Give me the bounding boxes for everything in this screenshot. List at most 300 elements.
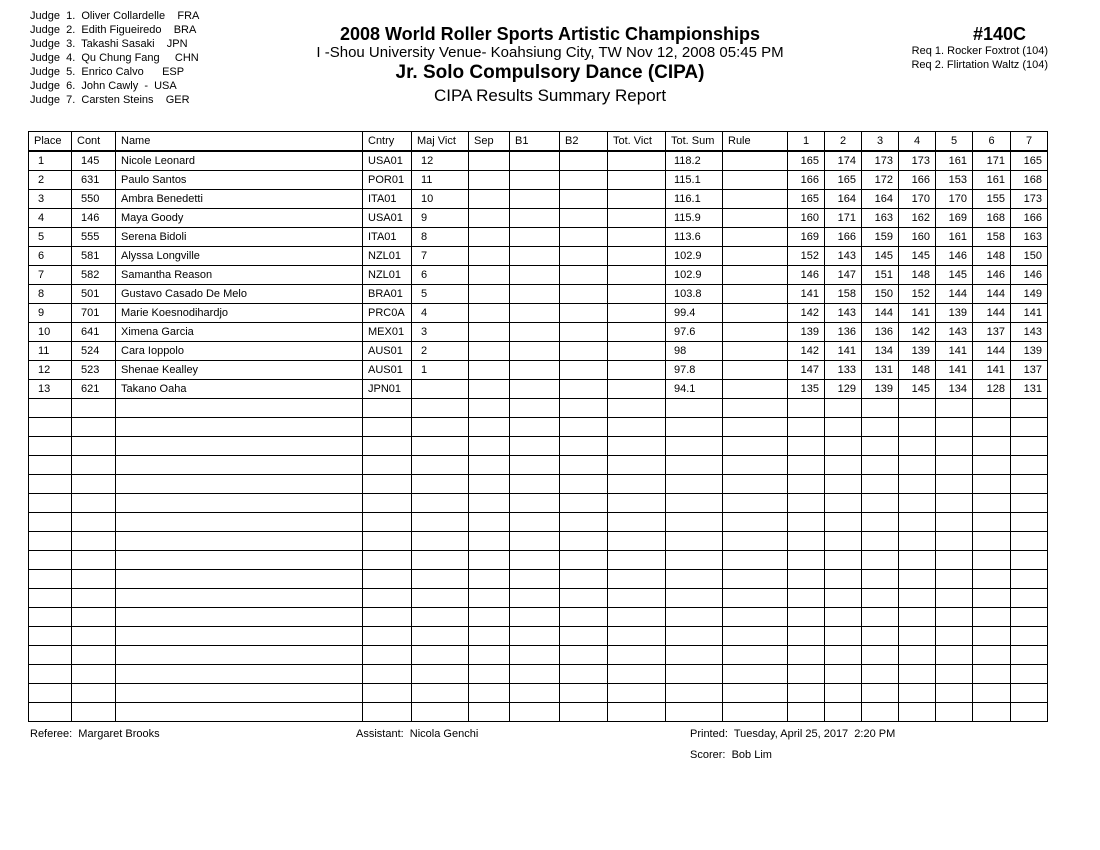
assistant: Assistant: Nicola Genchi (356, 728, 479, 740)
table-cell: 161 (936, 151, 973, 171)
table-cell (116, 418, 363, 437)
table-cell (788, 570, 825, 589)
table-cell: 99.4 (666, 304, 723, 323)
championship-title: 2008 World Roller Sports Artistic Championships (339, 24, 761, 44)
table-cell: 169 (788, 228, 825, 247)
table-cell (1011, 665, 1048, 684)
table-cell: 149 (1011, 285, 1048, 304)
judge-line: Judge 2. Edith Figueiredo BRA (30, 24, 197, 36)
table-cell: 621 (72, 380, 116, 399)
table-cell (608, 456, 666, 475)
table-cell: 162 (899, 209, 936, 228)
table-cell (72, 513, 116, 532)
table-cell (973, 627, 1011, 646)
table-cell (72, 703, 116, 722)
table-cell: 142 (788, 304, 825, 323)
table-cell: Serena Bidoli (116, 228, 363, 247)
table-cell (29, 513, 72, 532)
table-cell: 3 (412, 323, 469, 342)
table-cell: 524 (72, 342, 116, 361)
table-cell (1011, 589, 1048, 608)
table-cell (936, 437, 973, 456)
table-cell (29, 703, 72, 722)
table-cell: 11 (412, 171, 469, 190)
table-cell (412, 665, 469, 684)
table-cell (363, 608, 412, 627)
table-cell (72, 627, 116, 646)
table-cell (510, 513, 560, 532)
table-cell (412, 494, 469, 513)
table-cell (1011, 475, 1048, 494)
table-cell: 5 (29, 228, 72, 247)
table-cell (723, 437, 788, 456)
table-cell (116, 646, 363, 665)
table-cell (899, 684, 936, 703)
table-cell (29, 570, 72, 589)
table-cell (862, 589, 899, 608)
table-row (29, 171, 1048, 190)
table-cell (608, 589, 666, 608)
table-cell: 146 (936, 247, 973, 266)
table-cell (723, 171, 788, 190)
table-cell (936, 665, 973, 684)
column-header: 5 (936, 132, 973, 152)
table-row (29, 151, 1048, 171)
table-cell (825, 684, 862, 703)
table-cell (788, 703, 825, 722)
table-cell (936, 570, 973, 589)
table-cell: AUS01 (363, 361, 412, 380)
table-cell (666, 608, 723, 627)
judge-line: Judge 4. Qu Chung Fang CHN (30, 52, 199, 64)
table-row (29, 627, 1048, 646)
table-cell: 166 (825, 228, 862, 247)
table-cell (469, 589, 510, 608)
table-cell (560, 570, 608, 589)
table-cell: 148 (973, 247, 1011, 266)
table-cell (560, 684, 608, 703)
table-cell: Samantha Reason (116, 266, 363, 285)
table-cell (560, 532, 608, 551)
table-cell (72, 684, 116, 703)
table-cell (72, 665, 116, 684)
table-row (29, 304, 1048, 323)
table-cell (608, 684, 666, 703)
table-cell (72, 456, 116, 475)
table-cell: 2 (29, 171, 72, 190)
table-cell (1011, 551, 1048, 570)
table-cell: 161 (973, 171, 1011, 190)
table-cell: 165 (788, 151, 825, 171)
table-cell (510, 627, 560, 646)
table-cell (363, 418, 412, 437)
table-cell (29, 399, 72, 418)
table-cell (788, 513, 825, 532)
table-cell (469, 437, 510, 456)
column-header: B1 (510, 132, 560, 152)
table-cell (560, 190, 608, 209)
table-cell (973, 494, 1011, 513)
table-cell (116, 475, 363, 494)
table-cell (936, 513, 973, 532)
table-cell (1011, 399, 1048, 418)
table-cell: 145 (72, 151, 116, 171)
table-cell (899, 551, 936, 570)
table-cell (723, 551, 788, 570)
table-cell (788, 608, 825, 627)
table-cell (723, 532, 788, 551)
table-cell: Marie Koesnodihardjo (116, 304, 363, 323)
table-cell (412, 627, 469, 646)
column-header: Rule (723, 132, 788, 152)
table-row (29, 342, 1048, 361)
table-cell (723, 418, 788, 437)
table-cell (29, 418, 72, 437)
table-cell (723, 228, 788, 247)
judge-line: Judge 5. Enrico Calvo ESP (30, 66, 185, 78)
table-cell: 582 (72, 266, 116, 285)
table-cell: 141 (936, 342, 973, 361)
table-cell: 141 (788, 285, 825, 304)
table-cell (666, 418, 723, 437)
table-cell (510, 285, 560, 304)
report-title: CIPA Results Summary Report (433, 86, 667, 105)
judge-line: Judge 6. John Cawly - USA (30, 80, 177, 92)
table-cell (363, 513, 412, 532)
table-cell (788, 494, 825, 513)
table-cell: 139 (936, 304, 973, 323)
table-cell (666, 570, 723, 589)
table-row (29, 456, 1048, 475)
table-row (29, 190, 1048, 209)
printed-date: Printed: Tuesday, April 25, 2017 2:20 PM (690, 728, 896, 740)
table-cell (72, 608, 116, 627)
table-cell: 134 (936, 380, 973, 399)
table-cell: 144 (973, 342, 1011, 361)
requirement-line: Req 2. Flirtation Waltz (104) (911, 59, 1048, 71)
table-cell: 118.2 (666, 151, 723, 171)
table-cell (899, 532, 936, 551)
table-cell (666, 494, 723, 513)
table-cell (862, 418, 899, 437)
table-cell (825, 437, 862, 456)
table-cell (936, 475, 973, 494)
table-cell (1011, 627, 1048, 646)
table-cell (116, 684, 363, 703)
table-cell (363, 437, 412, 456)
table-cell: 4 (29, 209, 72, 228)
table-cell: 115.1 (666, 171, 723, 190)
table-cell (862, 551, 899, 570)
table-cell (510, 456, 560, 475)
table-cell (862, 608, 899, 627)
table-cell: 131 (1011, 380, 1048, 399)
table-cell (29, 551, 72, 570)
table-cell (510, 589, 560, 608)
table-cell: 139 (1011, 342, 1048, 361)
table-cell (723, 399, 788, 418)
table-cell (608, 323, 666, 342)
table-row (29, 418, 1048, 437)
table-cell: Cara Ioppolo (116, 342, 363, 361)
table-cell: 143 (825, 247, 862, 266)
table-cell: 581 (72, 247, 116, 266)
table-cell (666, 684, 723, 703)
table-cell: 163 (1011, 228, 1048, 247)
table-cell: 7 (29, 266, 72, 285)
table-cell (825, 589, 862, 608)
table-cell: 145 (862, 247, 899, 266)
table-row (29, 266, 1048, 285)
table-cell (469, 665, 510, 684)
table-cell (862, 456, 899, 475)
table-cell (510, 608, 560, 627)
table-cell: 141 (825, 342, 862, 361)
table-cell (973, 399, 1011, 418)
table-cell: 501 (72, 285, 116, 304)
table-cell (29, 437, 72, 456)
table-cell (608, 380, 666, 399)
table-cell (788, 627, 825, 646)
table-cell (723, 627, 788, 646)
table-cell (560, 646, 608, 665)
table-cell: Ximena Garcia (116, 323, 363, 342)
table-cell: 144 (936, 285, 973, 304)
table-cell (560, 323, 608, 342)
table-cell (862, 513, 899, 532)
table-cell (116, 437, 363, 456)
table-cell (469, 342, 510, 361)
table-cell (608, 151, 666, 171)
table-cell (936, 627, 973, 646)
table-cell (510, 209, 560, 228)
table-cell (1011, 646, 1048, 665)
column-header: Place (29, 132, 72, 152)
table-cell (666, 627, 723, 646)
table-cell (412, 475, 469, 494)
table-cell: 164 (825, 190, 862, 209)
column-header: Cont (72, 132, 116, 152)
table-cell (412, 646, 469, 665)
table-cell: 143 (936, 323, 973, 342)
table-cell (899, 513, 936, 532)
table-cell: 165 (1011, 151, 1048, 171)
table-cell (412, 551, 469, 570)
table-cell (510, 665, 560, 684)
table-cell: PRC0A (363, 304, 412, 323)
table-cell: Paulo Santos (116, 171, 363, 190)
table-cell (825, 513, 862, 532)
table-cell (825, 665, 862, 684)
table-cell (973, 418, 1011, 437)
table-cell: 146 (973, 266, 1011, 285)
table-cell: 160 (788, 209, 825, 228)
table-cell (510, 475, 560, 494)
table-cell: 152 (899, 285, 936, 304)
table-cell: 10 (29, 323, 72, 342)
column-header: 1 (788, 132, 825, 152)
requirements (911, 44, 1048, 72)
scorer: Scorer: Bob Lim (690, 749, 772, 761)
table-cell (412, 513, 469, 532)
table-cell (116, 456, 363, 475)
table-cell (608, 171, 666, 190)
table-cell (666, 532, 723, 551)
table-cell (788, 646, 825, 665)
table-cell: 98 (666, 342, 723, 361)
table-cell (29, 665, 72, 684)
table-cell (469, 532, 510, 551)
table-cell (862, 684, 899, 703)
table-cell (862, 532, 899, 551)
table-cell: 137 (1011, 361, 1048, 380)
table-cell (29, 494, 72, 513)
table-cell: 8 (29, 285, 72, 304)
table-cell (973, 570, 1011, 589)
table-cell: 166 (1011, 209, 1048, 228)
table-row (29, 513, 1048, 532)
table-cell (723, 456, 788, 475)
table-cell (363, 494, 412, 513)
table-cell (899, 665, 936, 684)
table-cell: 161 (936, 228, 973, 247)
table-cell (608, 304, 666, 323)
table-cell (72, 646, 116, 665)
table-cell: 116.1 (666, 190, 723, 209)
table-cell (469, 399, 510, 418)
table-cell (899, 703, 936, 722)
table-row (29, 551, 1048, 570)
table-cell (363, 589, 412, 608)
results-table (28, 131, 1048, 722)
table-cell (510, 342, 560, 361)
table-cell (608, 266, 666, 285)
table-cell: AUS01 (363, 342, 412, 361)
table-cell: Shenae Kealley (116, 361, 363, 380)
table-cell: 165 (825, 171, 862, 190)
table-cell: BRA01 (363, 285, 412, 304)
table-cell (363, 703, 412, 722)
table-cell (72, 437, 116, 456)
table-cell: 174 (825, 151, 862, 171)
table-cell (72, 475, 116, 494)
table-cell (723, 342, 788, 361)
table-cell (510, 703, 560, 722)
table-cell: 168 (1011, 171, 1048, 190)
table-cell: USA01 (363, 151, 412, 171)
table-cell (723, 570, 788, 589)
table-cell (72, 551, 116, 570)
table-cell (608, 665, 666, 684)
judge-line: Judge 7. Carsten Steins GER (30, 94, 190, 106)
table-cell (510, 532, 560, 551)
table-cell: 151 (862, 266, 899, 285)
table-row (29, 589, 1048, 608)
table-cell (608, 247, 666, 266)
table-cell: 113.6 (666, 228, 723, 247)
table-cell (899, 646, 936, 665)
table-cell (723, 151, 788, 171)
table-cell (788, 437, 825, 456)
table-cell (723, 646, 788, 665)
table-cell (412, 532, 469, 551)
table-cell (363, 684, 412, 703)
table-cell (363, 532, 412, 551)
table-cell (469, 627, 510, 646)
table-cell (469, 608, 510, 627)
table-cell: 12 (29, 361, 72, 380)
table-cell (363, 627, 412, 646)
table-cell (862, 703, 899, 722)
table-cell: 1 (29, 151, 72, 171)
table-cell (973, 513, 1011, 532)
table-cell (116, 532, 363, 551)
table-cell (510, 247, 560, 266)
table-cell (72, 570, 116, 589)
table-cell (116, 703, 363, 722)
table-cell: 1 (412, 361, 469, 380)
table-row (29, 323, 1048, 342)
table-cell (510, 266, 560, 285)
table-cell: 166 (788, 171, 825, 190)
table-cell (116, 399, 363, 418)
table-cell (788, 532, 825, 551)
table-cell (412, 418, 469, 437)
table-cell (723, 380, 788, 399)
table-cell (666, 589, 723, 608)
table-cell (608, 418, 666, 437)
table-cell (899, 589, 936, 608)
table-cell: 701 (72, 304, 116, 323)
table-cell: 141 (973, 361, 1011, 380)
table-cell (973, 475, 1011, 494)
table-cell (560, 456, 608, 475)
table-cell (862, 646, 899, 665)
table-cell (469, 228, 510, 247)
table-cell: 9 (412, 209, 469, 228)
column-header: 4 (899, 132, 936, 152)
column-header: Sep (469, 132, 510, 152)
table-cell: 155 (973, 190, 1011, 209)
table-cell (469, 380, 510, 399)
table-row (29, 437, 1048, 456)
table-cell (412, 608, 469, 627)
table-cell (899, 494, 936, 513)
table-cell (29, 627, 72, 646)
table-cell (973, 703, 1011, 722)
table-cell (723, 589, 788, 608)
table-cell: 139 (788, 323, 825, 342)
table-cell: 150 (862, 285, 899, 304)
table-cell (936, 532, 973, 551)
table-cell (116, 608, 363, 627)
table-cell (363, 646, 412, 665)
table-cell (788, 665, 825, 684)
table-cell (412, 456, 469, 475)
table-cell (608, 437, 666, 456)
table-cell (899, 437, 936, 456)
table-row (29, 475, 1048, 494)
table-cell: 164 (862, 190, 899, 209)
table-cell (560, 285, 608, 304)
table-cell (723, 247, 788, 266)
table-cell (608, 703, 666, 722)
table-cell (1011, 532, 1048, 551)
table-row (29, 399, 1048, 418)
table-cell (862, 627, 899, 646)
table-cell (560, 589, 608, 608)
table-cell (723, 285, 788, 304)
